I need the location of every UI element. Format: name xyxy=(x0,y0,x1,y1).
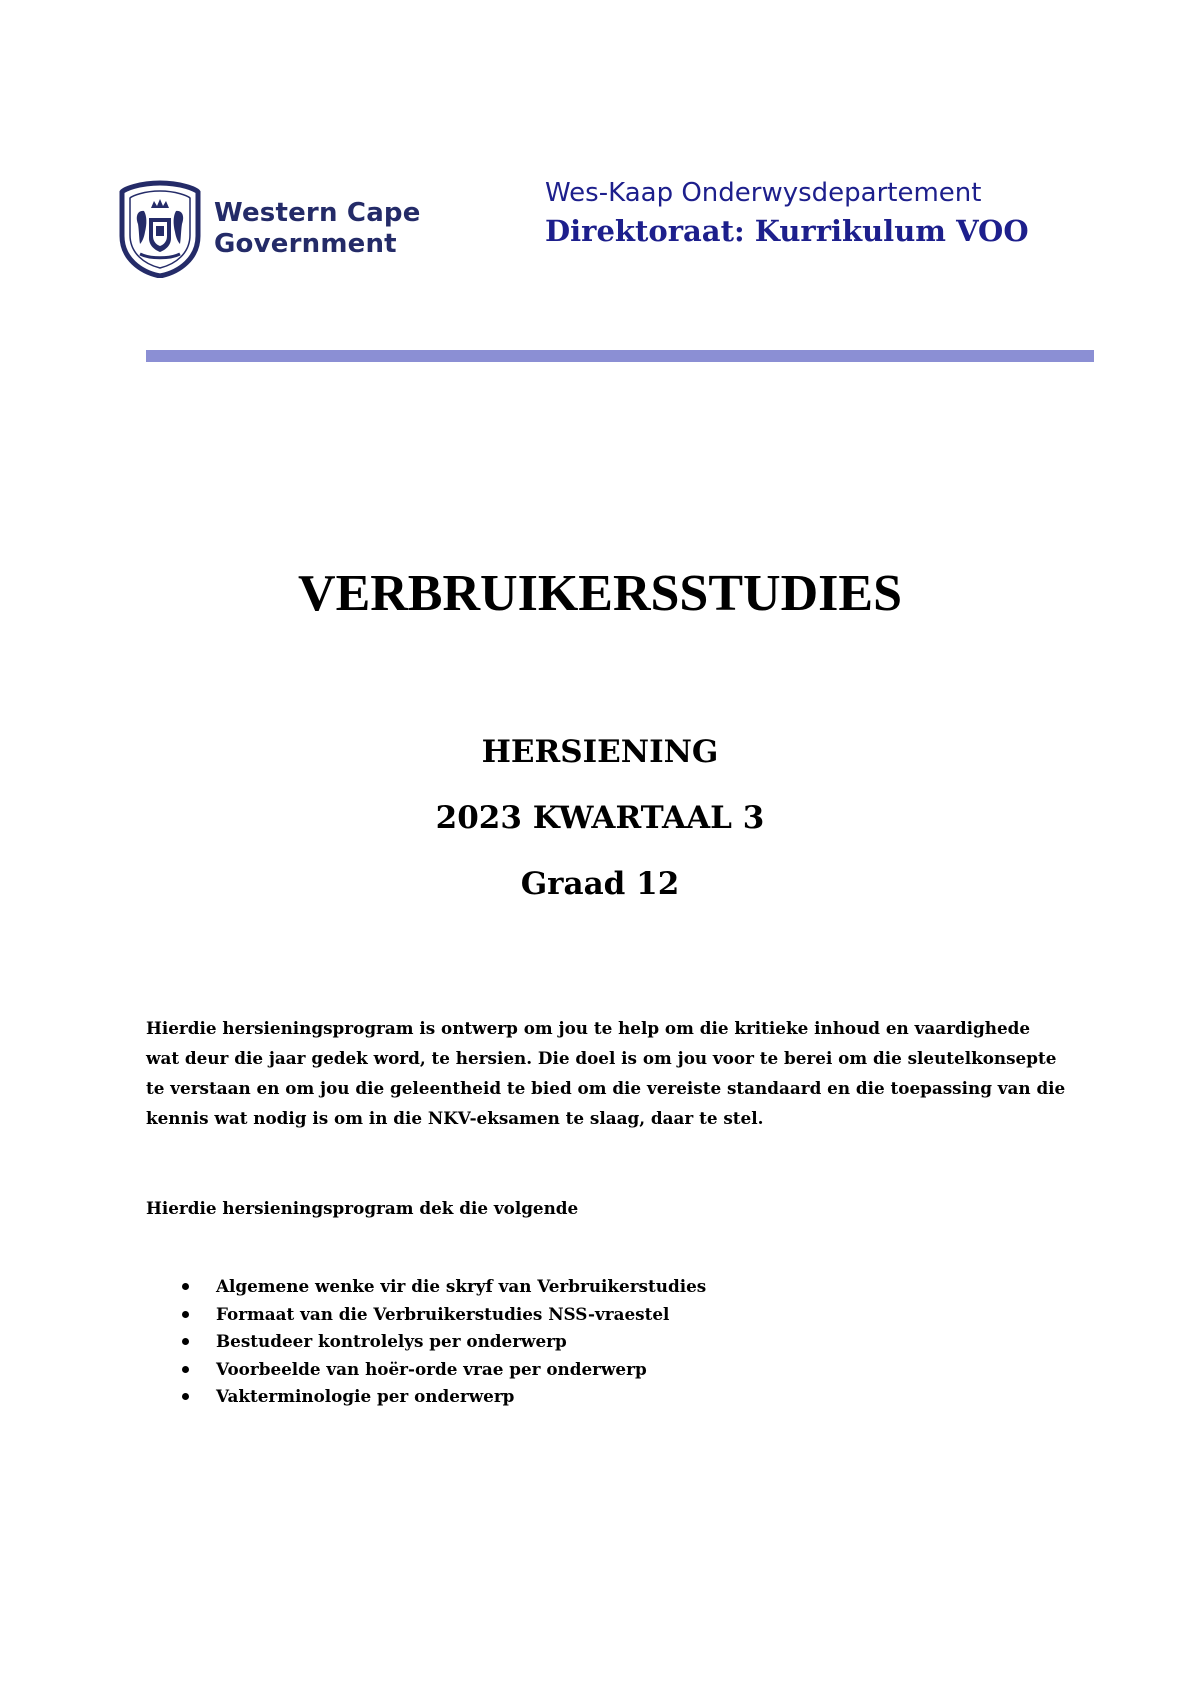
list-item xyxy=(182,1328,706,1356)
list-item-label: Bestudeer kontrolelys per onderwerp xyxy=(216,1331,567,1351)
list-item-label: Algemene wenke vir die skryf van Verbruikerstudies xyxy=(216,1276,707,1296)
topic-list xyxy=(182,1273,706,1411)
logo-line1: Western Cape xyxy=(214,198,421,228)
document-subtitle-term: 2023 KWARTAAL 3 xyxy=(435,800,765,836)
bullet-icon xyxy=(182,1283,189,1290)
list-item xyxy=(182,1273,706,1301)
header-divider xyxy=(146,350,1094,362)
bullet-icon xyxy=(182,1366,189,1373)
directorate-name: Direktoraat: Kurrikulum VOO xyxy=(545,214,1029,248)
list-item-label: Formaat van die Verbruikerstudies NSS-vraestel xyxy=(216,1303,670,1324)
logo-wordmark xyxy=(214,198,421,260)
western-cape-logo xyxy=(118,180,421,278)
coat-of-arms-icon xyxy=(118,180,202,278)
bullet-icon xyxy=(182,1311,189,1318)
department-header xyxy=(545,176,1029,252)
document-title: VERBRUIKERSSTUDIES xyxy=(298,565,902,622)
bullet-icon xyxy=(182,1338,189,1345)
list-item-label: Vakterminologie per onderwerp xyxy=(216,1386,515,1406)
department-name: Wes-Kaap Onderwysdepartement xyxy=(545,178,982,208)
logo-line2: Government xyxy=(214,229,397,259)
document-subtitle-grade: Graad 12 xyxy=(520,866,680,902)
intro-paragraph: Hierdie hersieningsprogram is ontwerp om jou te help om die kritieke inhoud en vaardighede wat deur die jaar gedek word, te hersien. Die doel is om jou voor te berei om die sleutelkonsepte te verstaan en om jou die geleentheid te bied om die vereiste standaard en die toepassing van die kennis wat nodig is om in die NKV-eksamen te slaag, daar te stel. xyxy=(146,1018,1066,1128)
list-intro: Hierdie hersieningsprogram dek die volgende xyxy=(146,1198,579,1218)
list-item-label: Voorbeelde van hoër-orde vrae per onderwerp xyxy=(216,1358,647,1379)
list-item xyxy=(182,1356,706,1384)
list-item xyxy=(182,1301,706,1329)
bullet-icon xyxy=(182,1393,189,1400)
list-item xyxy=(182,1383,706,1411)
document-subtitle-revision: HERSIENING xyxy=(481,734,719,770)
